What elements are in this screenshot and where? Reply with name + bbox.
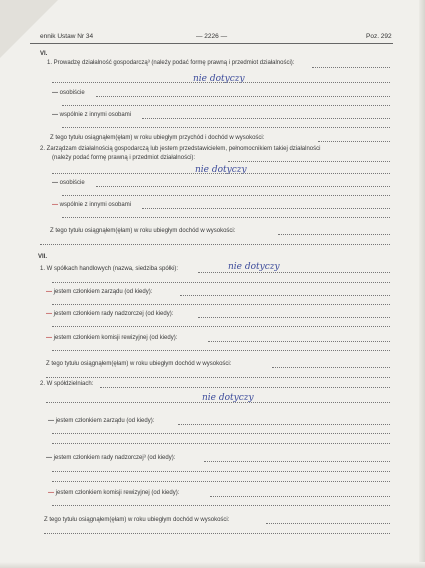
vii-2-line-5 [52, 443, 390, 444]
vi-1-personal: osobiście [59, 90, 85, 96]
vii-1-line-10 [46, 377, 390, 378]
vii-1-line-8 [52, 350, 390, 351]
vi-2-line-2 [52, 173, 390, 174]
vi-1-line-5 [142, 118, 390, 119]
vi-2-line-5 [142, 208, 390, 209]
vi-1-line-7 [318, 141, 390, 142]
vi-1-line-3 [96, 96, 390, 97]
vi-1-income: Z tego tytułu osiągnąłem(ęłam) w roku ubiegłym przychód i dochód w wysokości: [50, 135, 265, 141]
vii-2-line-12 [44, 533, 390, 534]
vii-1-board: jestem członkiem zarządu (od kiedy): [53, 289, 153, 295]
vi-2-line-8 [40, 244, 390, 245]
vi-1-label: 1. Prowadzę działalność gospodarczą³ (należy podać formę prawną i przedmiot działalności): [47, 60, 295, 66]
position-number: Poz. 292 [366, 33, 392, 40]
vii-2-line-3 [178, 424, 390, 425]
vi-2-line-3 [96, 186, 390, 187]
paper-bottom-shadow [0, 562, 425, 568]
vii-1-line-5 [198, 317, 390, 318]
vii-2-line-1 [100, 387, 390, 388]
vi-1-line-1 [312, 67, 390, 68]
vii-2-line-9 [210, 496, 390, 497]
vi-1-answer: nie dotyczy [193, 74, 245, 84]
document-page: ennik Ustaw Nr 34 — 2226 — Poz. 292 VI. 1. Prowadzę działalność gospodarczą³ (należy podać formę prawną i przedmiot działalności): nie dotyczy — osobiście — wspólnie z innymi osobami Z tego tytułu osiągnąłem(ęłam) w roku ubiegłym przychód i dochód w wysokości: 2. Zarządzam działalnością gospodarczą lub jestem przedstawicielem, pełnomocnikiem takiej działalności (należy podać formę prawną i przedmiot działalności): nie dotyczy — osobiście — wspólnie z innymi osobami Z tego tytułu osiągnąłem(ęłam) w roku ubiegłym dochód w wysokości: VII. 1. W spółkach handlowych (nazwa, siedziba spółki): nie dotyczy — jestem członkiem zarządu (od kiedy): — jestem członkiem rady nadzorczej (od kiedy): — jestem członkiem komisji rewizyjnej (od kiedy): Z tego tytułu osiągnąłem(ęłam) w roku ubiegłym dochód w wysokości: 2. W spółdzielniach: nie dotyczy — jestem członkiem zarządu (od kiedy): — jestem członkiem rady nadzorczej³ (od kiedy): — jestem członkiem komisji rewizyjnej (od kiedy): Z tego tytułu osiągnąłem(ęłam) w roku ubiegłym dochód w wysokości: [0, 0, 425, 568]
vii-2-income: Z tego tytułu osiągnąłem(ęłam) w roku ubiegłym dochód w wysokości: [44, 517, 230, 523]
vi-2-line-6 [62, 217, 390, 218]
paper-edge-shadow [419, 0, 425, 568]
vii-2-line-4 [52, 433, 390, 434]
vi-2-personal: osobiście [59, 180, 85, 186]
vi-2-line-4 [62, 195, 390, 196]
vi-1-line-4 [62, 105, 390, 106]
vi-1-line-2 [52, 82, 390, 83]
section-vii-number: VII. [38, 254, 48, 260]
vii-1-line-9 [272, 367, 390, 368]
folded-corner [0, 0, 58, 58]
vii-1-line-2 [52, 282, 390, 283]
vii-1-line-1 [198, 272, 390, 273]
vi-2-answer: nie dotyczy [195, 165, 247, 175]
vi-2-line-7 [278, 234, 390, 235]
vi-2-line-1 [228, 161, 390, 162]
vi-2-income: Z tego tytułu osiągnąłem(ęłam) w roku ubiegłym dochód w wysokości: [50, 228, 236, 234]
vii-1-label: 1. W spółkach handlowych (nazwa, siedziba spółki): [40, 266, 179, 272]
vi-1-joint: wspólnie z innymi osobami [59, 112, 132, 118]
header-rule [30, 43, 393, 44]
vii-1-answer: nie dotyczy [228, 262, 280, 272]
vii-1-line-3 [180, 295, 390, 296]
page-number: — 2226 — [196, 33, 228, 40]
vi-2-label-1: 2. Zarządzam działalnością gospodarczą lub jestem przedstawicielem, pełnomocnikiem takiej działalności [40, 146, 321, 152]
vii-2-line-11 [266, 523, 390, 524]
vii-1-income: Z tego tytułu osiągnąłem(ęłam) w roku ubiegłym dochód w wysokości: [46, 361, 232, 367]
vii-2-board: jestem członkiem zarządu (od kiedy): [55, 418, 155, 424]
journal-title: ennik Ustaw Nr 34 [40, 33, 94, 40]
vii-2-line-10 [52, 505, 390, 506]
vii-2-line-8 [52, 481, 390, 482]
vi-2-joint: wspólnie z innymi osobami [59, 202, 132, 208]
vi-2-label-2: (należy podać formę prawną i przedmiot działalności): [52, 155, 196, 161]
vii-2-line-2 [46, 402, 390, 403]
vii-2-line-7 [52, 471, 390, 472]
vii-2-supervisory: jestem członkiem rady nadzorczej³ (od kiedy): [53, 455, 176, 461]
vi-1-line-6 [62, 127, 390, 128]
vii-2-label: 2. W spółdzielniach: [40, 381, 94, 387]
section-vi-number: VI. [40, 51, 48, 57]
vii-1-line-6 [52, 326, 390, 327]
vii-2-line-6 [204, 461, 390, 462]
vii-1-audit: jestem członkiem komisji rewizyjnej (od kiedy): [53, 335, 178, 341]
vii-2-answer: nie dotyczy [202, 393, 254, 403]
vii-2-audit: jestem członkiem komisji rewizyjnej (od kiedy): [55, 490, 180, 496]
vii-1-line-4 [52, 304, 390, 305]
vii-1-supervisory: jestem członkiem rady nadzorczej (od kiedy): [53, 311, 174, 317]
vii-1-line-7 [208, 341, 390, 342]
